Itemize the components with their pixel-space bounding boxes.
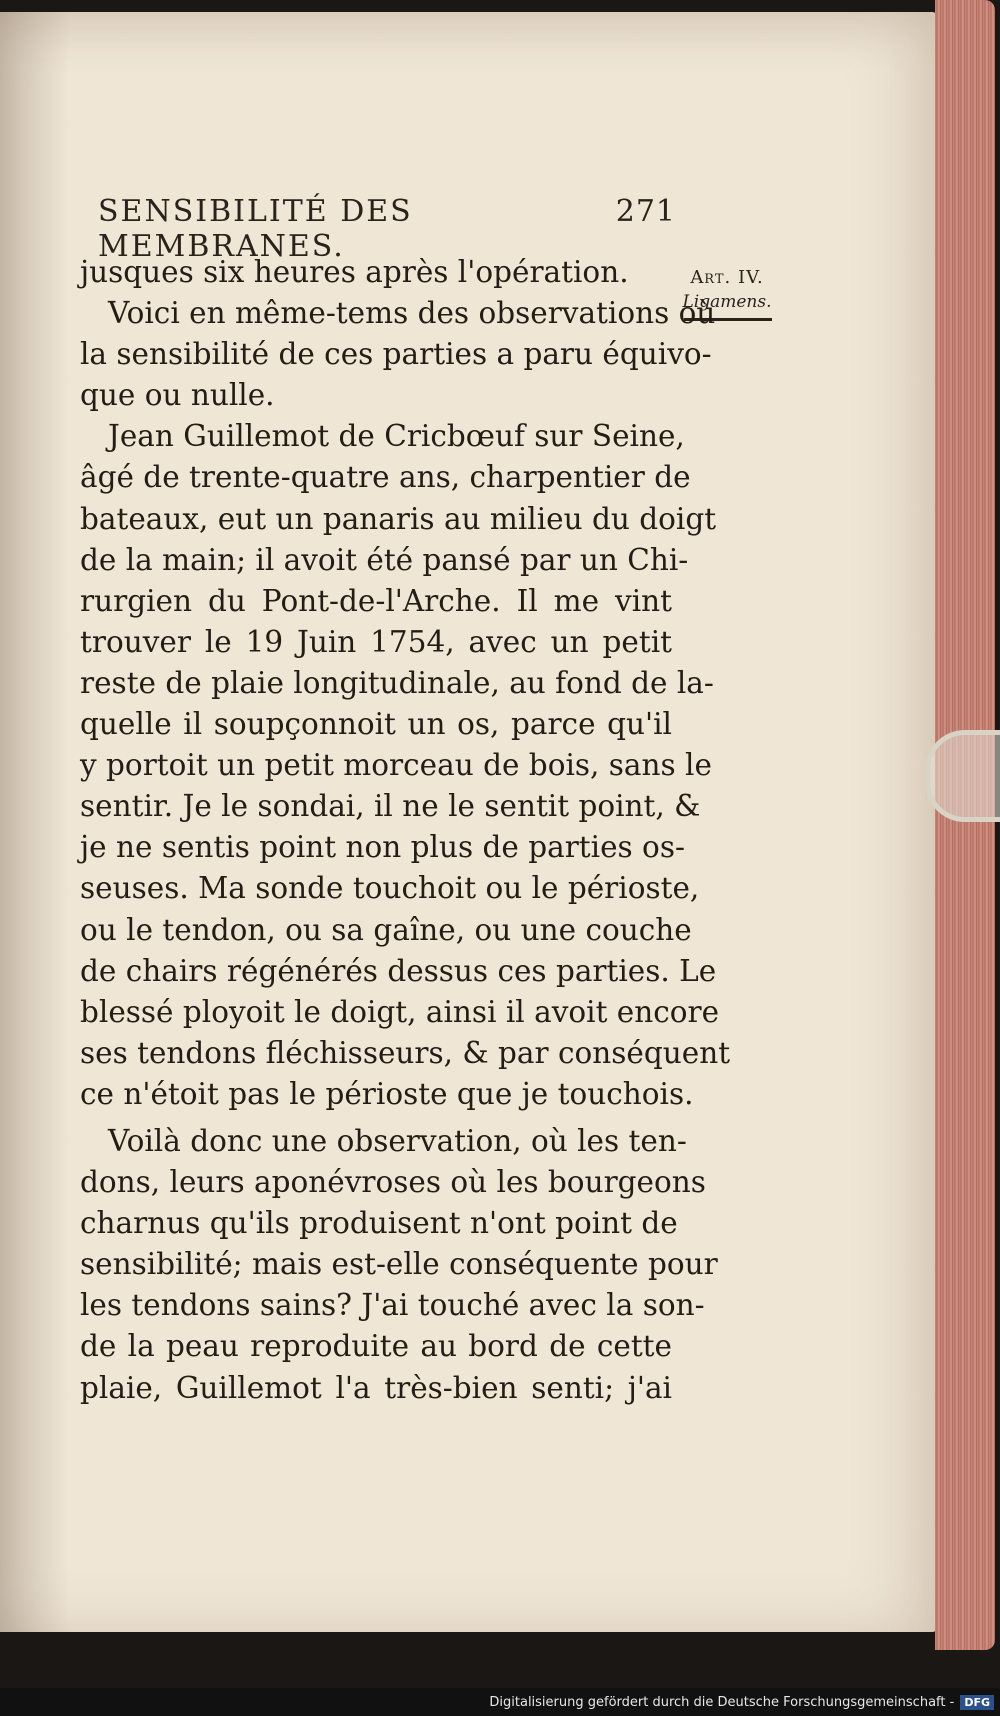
- text-line: plaie, Guillemot l'a très-bien senti; j'ai: [80, 1370, 672, 1405]
- text-line: jusques six heures après l'opération.: [80, 255, 629, 289]
- text-line: les tendons sains? J'ai touché avec la son-: [80, 1288, 705, 1323]
- text-line: trouver le 19 Juin 1754, avec un petit: [80, 624, 672, 659]
- text-line: que ou nulle.: [80, 378, 275, 413]
- page-edges: [935, 0, 995, 1650]
- text-line: ce n'étoit pas le périoste que je touchois.: [80, 1076, 694, 1111]
- page-number: 271: [615, 194, 676, 229]
- digitization-footer: [0, 1688, 1000, 1716]
- text-line: de chairs régénérés dessus ces parties. Le: [80, 953, 717, 988]
- text-line: la sensibilité de ces parties a paru équivo-: [80, 337, 712, 372]
- text-line: de la main; il avoit été pansé par un Chi-: [80, 542, 689, 577]
- text-line: y portoit un petit morceau de bois, sans le: [80, 748, 712, 783]
- margin-article: Art. IV.: [690, 267, 764, 288]
- text-line: quelle il soupçonnoit un os, parce qu'il: [80, 707, 672, 742]
- text-line: dons, leurs aponévroses où les bourgeons: [80, 1165, 706, 1200]
- text-line: âgé de trente-quatre ans, charpentier de: [80, 460, 691, 495]
- text-line: reste de plaie longitudinale, au fond de la-: [80, 665, 714, 700]
- text-line: charnus qu'ils produisent n'ont point de: [80, 1206, 678, 1241]
- page-gutter-shadow: [0, 12, 70, 1632]
- text-line: bateaux, eut un panaris au milieu du doigt: [80, 501, 717, 536]
- footer-credit: Digitalisierung gefördert durch die Deutsche Forschungsgemeinschaft -: [489, 1694, 955, 1710]
- text-line: sensibilité; mais est-elle conséquente pour: [80, 1247, 718, 1282]
- text-line: de la peau reproduite au bord de cette: [80, 1329, 672, 1364]
- text-line: ses tendons fléchisseurs, & par conséquent: [80, 1035, 731, 1070]
- text-line: je ne sentis point non plus de parties os-: [80, 830, 685, 865]
- text-line: blessé ployoit le doigt, ainsi il avoit encore: [80, 994, 720, 1029]
- dfg-logo: DFG: [960, 1695, 994, 1710]
- margin-subject: Ligamens.: [682, 292, 772, 312]
- running-title: SENSIBILITÉ DES MEMBRANES.: [98, 194, 413, 264]
- book-clip: [925, 730, 1000, 822]
- text-line: ou le tendon, ou sa gaîne, ou une couche: [80, 912, 692, 947]
- text-line: Jean Guillemot de Cricbœuf sur Seine,: [108, 419, 685, 454]
- book-page: [0, 12, 938, 1632]
- text-line: sentir. Je le sondai, il ne le sentit point, &: [80, 789, 701, 824]
- text-line: Voici en même-tems des observations où: [108, 296, 716, 331]
- text-line: seuses. Ma sonde touchoit ou le périoste,: [80, 871, 700, 906]
- text-line: rurgien du Pont-de-l'Arche. Il me vint: [80, 583, 672, 618]
- text-line: Voilà donc une observation, où les ten-: [108, 1123, 687, 1158]
